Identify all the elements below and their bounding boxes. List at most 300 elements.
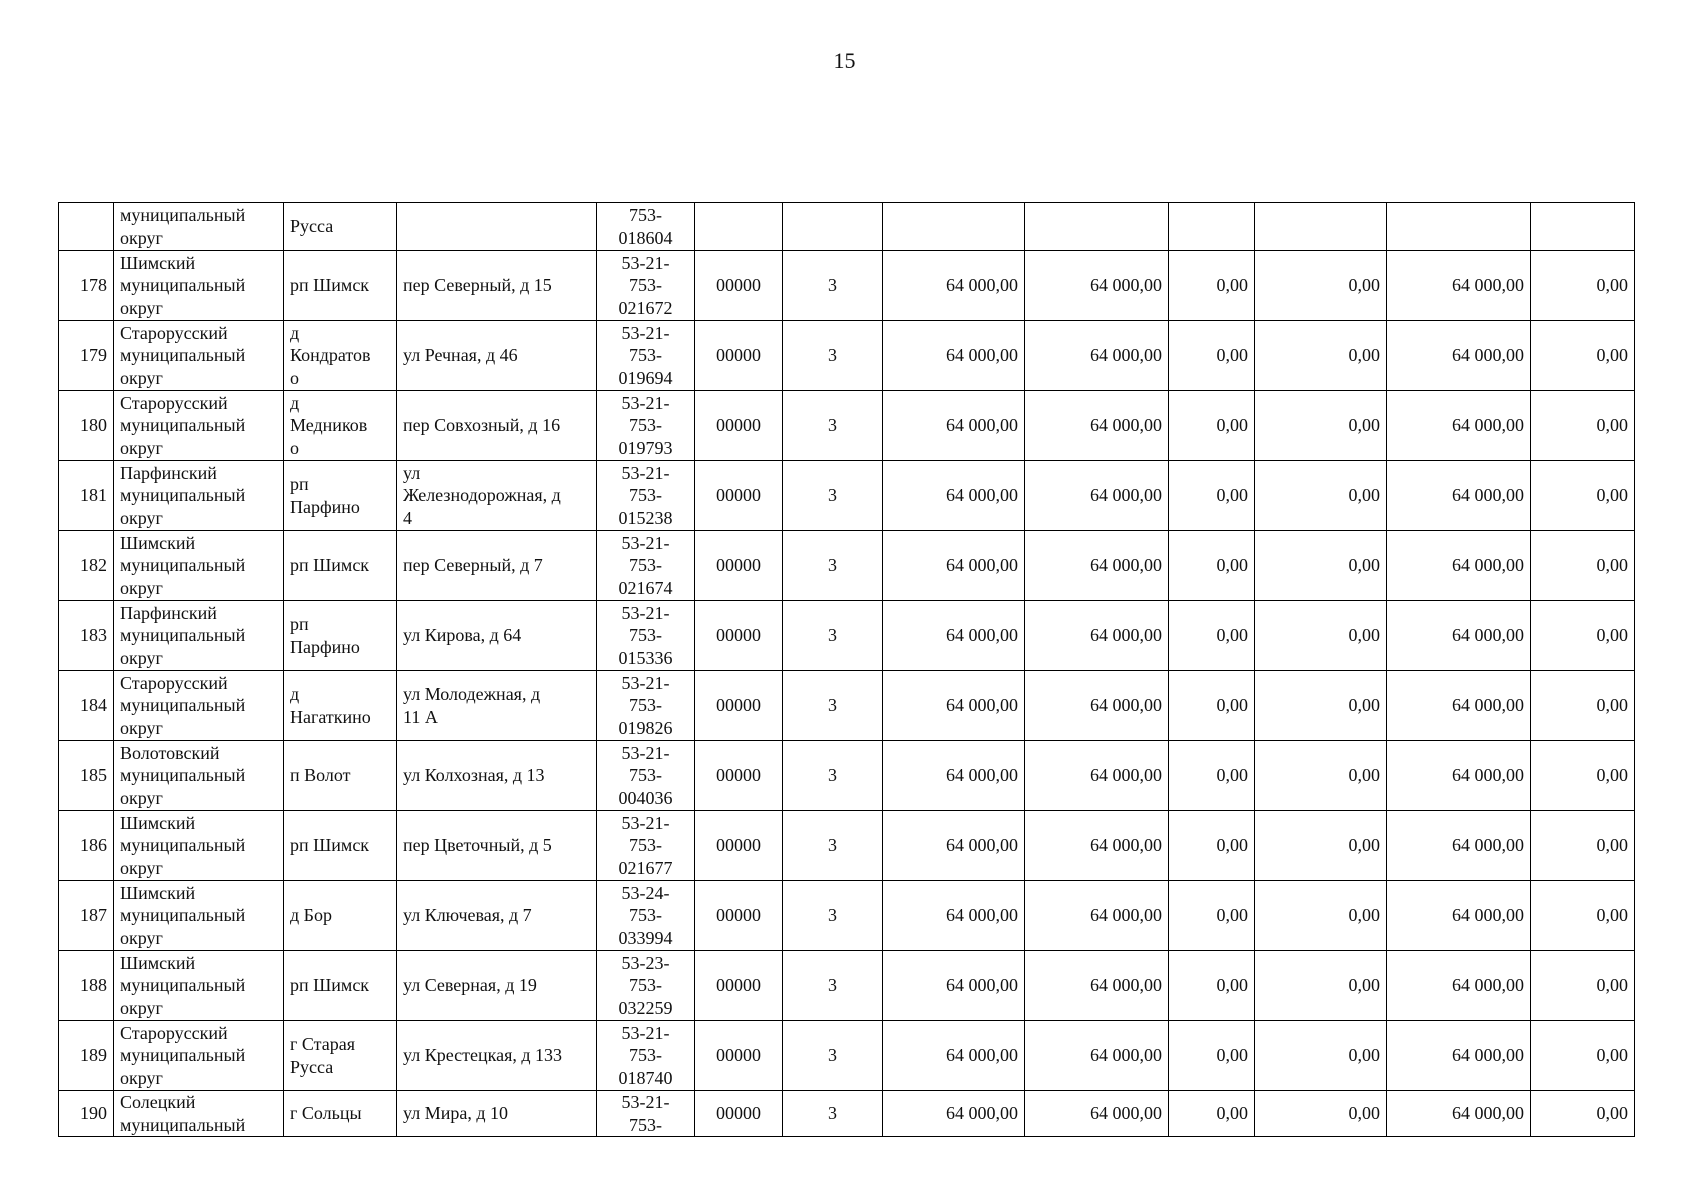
amount-cell bbox=[1025, 203, 1169, 251]
cadastral-code-cell-line: 53-21- bbox=[621, 1092, 670, 1112]
table-row bbox=[59, 811, 1635, 881]
district-cell-line: муниципальный bbox=[120, 555, 246, 576]
district-cell-line: Шимский bbox=[120, 812, 196, 833]
amount-cell: 64 000,00 bbox=[883, 1091, 1025, 1137]
locality-cell-line: Русса bbox=[290, 1056, 334, 1077]
district-cell-line: Солецкий bbox=[120, 1092, 196, 1112]
locality-cell-line: рп Шимск bbox=[290, 555, 370, 576]
locality-cell bbox=[284, 251, 397, 321]
amount-cell: 0,00 bbox=[1169, 251, 1255, 321]
table-row bbox=[59, 251, 1635, 321]
locality-cell bbox=[284, 951, 397, 1021]
cadastral-code-cell-line: 753- bbox=[629, 695, 662, 716]
locality-cell-line: Нагаткино bbox=[290, 706, 371, 727]
amount-cell: 64 000,00 bbox=[1387, 461, 1531, 531]
amount-cell: 0,00 bbox=[1255, 1021, 1387, 1091]
locality-cell bbox=[284, 1091, 397, 1137]
cadastral-code-cell-line: 015238 bbox=[618, 507, 673, 528]
district-cell-line: муниципальный bbox=[120, 625, 246, 646]
amount-cell: 64 000,00 bbox=[1387, 881, 1531, 951]
amount-cell: 0,00 bbox=[1531, 951, 1635, 1021]
amount-cell: 64 000,00 bbox=[1387, 251, 1531, 321]
cadastral-code-cell bbox=[597, 1091, 695, 1137]
amount-cell: 0,00 bbox=[1169, 531, 1255, 601]
district-cell-line: муниципальный bbox=[120, 345, 246, 366]
cadastral-code-cell-line: 53-21- bbox=[621, 742, 670, 763]
row-number-cell: 185 bbox=[59, 741, 114, 811]
row-number-cell: 184 bbox=[59, 671, 114, 741]
amount-cell: 64 000,00 bbox=[1387, 391, 1531, 461]
locality-cell bbox=[284, 671, 397, 741]
locality-cell-line: п Волот bbox=[290, 765, 351, 786]
category-cell: 3 bbox=[783, 321, 883, 391]
district-cell-line: муниципальный bbox=[120, 275, 246, 296]
cadastral-code-cell-line: 53-21- bbox=[621, 462, 670, 483]
district-cell bbox=[114, 1021, 284, 1091]
table-row bbox=[59, 1021, 1635, 1091]
cadastral-code-cell-line: 53-21- bbox=[621, 322, 670, 343]
amount-cell: 0,00 bbox=[1255, 601, 1387, 671]
amount-cell: 0,00 bbox=[1169, 811, 1255, 881]
street-cell bbox=[397, 811, 597, 881]
district-cell bbox=[114, 461, 284, 531]
locality-cell-line: рп bbox=[290, 474, 309, 494]
code-00000-cell: 00000 bbox=[695, 601, 783, 671]
locality-cell bbox=[284, 321, 397, 391]
district-cell-line: Парфинский bbox=[120, 602, 217, 623]
district-cell-line: округ bbox=[120, 367, 163, 388]
row-number-cell: 186 bbox=[59, 811, 114, 881]
amount-cell: 0,00 bbox=[1169, 671, 1255, 741]
category-cell: 3 bbox=[783, 671, 883, 741]
amount-cell: 0,00 bbox=[1169, 1091, 1255, 1137]
locality-cell-line: д Бор bbox=[290, 905, 332, 926]
row-number-cell: 181 bbox=[59, 461, 114, 531]
district-cell-line: Шимский bbox=[120, 882, 196, 903]
table-row bbox=[59, 601, 1635, 671]
cadastral-code-cell-line: 032259 bbox=[618, 997, 673, 1018]
table-row bbox=[59, 671, 1635, 741]
locality-cell-line: д bbox=[290, 392, 300, 413]
street-cell bbox=[397, 531, 597, 601]
cadastral-code-cell-line: 53-24- bbox=[621, 882, 670, 903]
row-number-cell: 180 bbox=[59, 391, 114, 461]
street-cell-line: ул Молодежная, д bbox=[403, 684, 541, 704]
code-00000-cell: 00000 bbox=[695, 671, 783, 741]
table-body bbox=[59, 203, 1635, 1137]
amount-cell: 64 000,00 bbox=[883, 1021, 1025, 1091]
cadastral-code-cell bbox=[597, 881, 695, 951]
district-cell-line: муниципальный bbox=[120, 765, 246, 786]
category-cell: 3 bbox=[783, 951, 883, 1021]
district-cell-line: муниципальный bbox=[120, 835, 246, 856]
category-cell: 3 bbox=[783, 531, 883, 601]
code-00000-cell: 00000 bbox=[695, 461, 783, 531]
amount-cell bbox=[1169, 203, 1255, 251]
cadastral-code-cell-line: 53-21- bbox=[621, 812, 670, 833]
amount-cell: 0,00 bbox=[1255, 881, 1387, 951]
locality-cell bbox=[284, 881, 397, 951]
cadastral-code-cell-line: 015336 bbox=[618, 647, 673, 668]
district-cell-line: Старорусский bbox=[120, 322, 228, 343]
district-cell bbox=[114, 1091, 284, 1137]
cadastral-code-cell bbox=[597, 461, 695, 531]
district-cell-line: муниципальный bbox=[120, 1045, 246, 1066]
cadastral-code-cell bbox=[597, 321, 695, 391]
amount-cell: 64 000,00 bbox=[1387, 741, 1531, 811]
table-row bbox=[59, 461, 1635, 531]
district-cell-line: муниципальный bbox=[120, 905, 246, 926]
street-cell-line: ул Ключевая, д 7 bbox=[403, 905, 532, 926]
table-row bbox=[59, 741, 1635, 811]
amount-cell: 0,00 bbox=[1531, 811, 1635, 881]
row-number-cell: 190 bbox=[59, 1091, 114, 1137]
amount-cell: 64 000,00 bbox=[1025, 671, 1169, 741]
amount-cell bbox=[1531, 203, 1635, 251]
locality-cell-line: рп Шимск bbox=[290, 835, 370, 856]
amount-cell: 64 000,00 bbox=[1025, 601, 1169, 671]
cadastral-code-cell-line: 53-21- bbox=[621, 392, 670, 413]
amount-cell: 0,00 bbox=[1255, 1091, 1387, 1137]
amount-cell: 0,00 bbox=[1255, 391, 1387, 461]
cadastral-code-cell-line: 021677 bbox=[618, 857, 673, 878]
cadastral-code-cell-line: 019694 bbox=[618, 367, 673, 388]
district-cell-line: округ bbox=[120, 787, 163, 808]
amount-cell: 64 000,00 bbox=[1387, 1021, 1531, 1091]
table-row bbox=[59, 881, 1635, 951]
locality-cell-line: г Старая bbox=[290, 1034, 355, 1054]
amount-cell: 0,00 bbox=[1169, 951, 1255, 1021]
amount-cell bbox=[1255, 203, 1387, 251]
row-number-cell: 187 bbox=[59, 881, 114, 951]
amount-cell: 0,00 bbox=[1531, 531, 1635, 601]
cadastral-code-cell-line: 753- bbox=[629, 625, 662, 646]
street-cell bbox=[397, 951, 597, 1021]
code-00000-cell: 00000 bbox=[695, 321, 783, 391]
cadastral-code-cell-line: 753- bbox=[629, 975, 662, 996]
amount-cell: 0,00 bbox=[1531, 391, 1635, 461]
locality-cell-line: д bbox=[290, 322, 300, 343]
cadastral-code-cell-line: 53-21- bbox=[621, 672, 670, 693]
amount-cell: 64 000,00 bbox=[883, 811, 1025, 881]
locality-cell bbox=[284, 741, 397, 811]
locality-cell-line: г Сольцы bbox=[290, 1103, 362, 1124]
amount-cell: 64 000,00 bbox=[1387, 1091, 1531, 1137]
amount-cell bbox=[1387, 203, 1531, 251]
street-cell bbox=[397, 1021, 597, 1091]
housing-register-table bbox=[58, 202, 1635, 1137]
amount-cell: 64 000,00 bbox=[1025, 951, 1169, 1021]
street-cell bbox=[397, 741, 597, 811]
cadastral-code-cell-line: 753- bbox=[629, 835, 662, 856]
cadastral-code-cell bbox=[597, 671, 695, 741]
locality-cell bbox=[284, 391, 397, 461]
code-00000-cell: 00000 bbox=[695, 251, 783, 321]
amount-cell: 64 000,00 bbox=[1025, 741, 1169, 811]
locality-cell-line: д bbox=[290, 684, 300, 704]
amount-cell: 0,00 bbox=[1531, 461, 1635, 531]
street-cell-line: 4 bbox=[403, 507, 412, 528]
district-cell-line: муниципальный bbox=[120, 485, 246, 506]
street-cell-line: ул Крестецкая, д 133 bbox=[403, 1045, 563, 1066]
amount-cell: 64 000,00 bbox=[1025, 391, 1169, 461]
amount-cell: 0,00 bbox=[1255, 251, 1387, 321]
amount-cell: 0,00 bbox=[1255, 531, 1387, 601]
category-cell: 3 bbox=[783, 391, 883, 461]
cadastral-code-cell bbox=[597, 391, 695, 461]
table-row bbox=[59, 951, 1635, 1021]
amount-cell: 0,00 bbox=[1255, 321, 1387, 391]
street-cell-line: пер Цветочный, д 5 bbox=[403, 835, 552, 856]
district-cell bbox=[114, 321, 284, 391]
district-cell-line: Шимский bbox=[120, 532, 196, 553]
cadastral-code-cell-line: 018740 bbox=[618, 1067, 673, 1088]
cadastral-code-cell-line: 53-21- bbox=[621, 602, 670, 623]
cadastral-code-cell-line: 753- bbox=[629, 485, 662, 506]
locality-cell-line: рп Шимск bbox=[290, 275, 370, 296]
cadastral-code-cell-line: 53-21- bbox=[621, 252, 670, 273]
street-cell bbox=[397, 391, 597, 461]
street-cell-line: пер Совхозный, д 16 bbox=[403, 415, 561, 436]
district-cell-line: муниципальный bbox=[120, 975, 246, 996]
amount-cell: 64 000,00 bbox=[883, 461, 1025, 531]
district-cell bbox=[114, 881, 284, 951]
street-cell bbox=[397, 671, 597, 741]
amount-cell: 0,00 bbox=[1531, 601, 1635, 671]
amount-cell: 0,00 bbox=[1531, 251, 1635, 321]
district-cell-line: округ bbox=[120, 717, 163, 738]
district-cell-line: Парфинский bbox=[120, 462, 217, 483]
district-cell-line: округ bbox=[120, 927, 163, 948]
code-00000-cell: 00000 bbox=[695, 531, 783, 601]
amount-cell: 64 000,00 bbox=[883, 391, 1025, 461]
street-cell-line: ул Речная, д 46 bbox=[403, 345, 518, 366]
cadastral-code-cell-line: 019793 bbox=[618, 437, 673, 458]
locality-cell bbox=[284, 811, 397, 881]
district-cell-line: муниципальный bbox=[120, 1114, 246, 1135]
street-cell-line: 11 А bbox=[403, 706, 438, 727]
amount-cell: 0,00 bbox=[1531, 1091, 1635, 1137]
code-00000-cell: 00000 bbox=[695, 1021, 783, 1091]
category-cell: 3 bbox=[783, 251, 883, 321]
amount-cell: 64 000,00 bbox=[883, 601, 1025, 671]
cadastral-code-cell bbox=[597, 1021, 695, 1091]
street-cell-line: ул Мира, д 10 bbox=[403, 1103, 508, 1124]
cadastral-code-cell-line: 021674 bbox=[618, 577, 673, 598]
cadastral-code-cell-line: 004036 bbox=[618, 787, 673, 808]
district-cell-line: Старорусский bbox=[120, 392, 228, 413]
district-cell-line: округ bbox=[120, 507, 163, 528]
cadastral-code-cell-line: 53-21- bbox=[621, 1022, 670, 1043]
locality-cell-line: Кондратов bbox=[290, 345, 371, 366]
street-cell-line: ул bbox=[403, 462, 421, 483]
amount-cell: 64 000,00 bbox=[1387, 671, 1531, 741]
district-cell-line: округ bbox=[120, 297, 163, 318]
district-cell-line: Старорусский bbox=[120, 1022, 228, 1043]
row-number-cell: 178 bbox=[59, 251, 114, 321]
district-cell bbox=[114, 811, 284, 881]
cadastral-code-cell-line: 753- bbox=[629, 1114, 662, 1135]
street-cell bbox=[397, 601, 597, 671]
table-row bbox=[59, 203, 1635, 251]
cadastral-code-cell bbox=[597, 951, 695, 1021]
district-cell-line: округ bbox=[120, 227, 163, 248]
district-cell-line: Шимский bbox=[120, 952, 196, 973]
code-00000-cell: 00000 bbox=[695, 391, 783, 461]
street-cell bbox=[397, 321, 597, 391]
locality-cell-line: Парфино bbox=[290, 496, 360, 517]
code-00000-cell: 00000 bbox=[695, 881, 783, 951]
cadastral-code-cell-line: 753- bbox=[629, 345, 662, 366]
amount-cell: 0,00 bbox=[1531, 1021, 1635, 1091]
code-00000-cell: 00000 bbox=[695, 811, 783, 881]
cadastral-code-cell-line: 018604 bbox=[618, 227, 673, 248]
street-cell-line: пер Северный, д 15 bbox=[403, 275, 552, 296]
district-cell-line: Шимский bbox=[120, 252, 196, 273]
amount-cell: 64 000,00 bbox=[1387, 531, 1531, 601]
category-cell: 3 bbox=[783, 811, 883, 881]
cadastral-code-cell bbox=[597, 811, 695, 881]
amount-cell: 64 000,00 bbox=[1387, 951, 1531, 1021]
cadastral-code-cell-line: 021672 bbox=[618, 297, 673, 318]
street-cell bbox=[397, 461, 597, 531]
district-cell bbox=[114, 251, 284, 321]
amount-cell: 0,00 bbox=[1169, 741, 1255, 811]
street-cell bbox=[397, 251, 597, 321]
row-number-cell: 189 bbox=[59, 1021, 114, 1091]
category-cell: 3 bbox=[783, 741, 883, 811]
amount-cell: 64 000,00 bbox=[883, 321, 1025, 391]
amount-cell: 0,00 bbox=[1169, 881, 1255, 951]
district-cell-line: Старорусский bbox=[120, 672, 228, 693]
locality-cell-line: Парфино bbox=[290, 636, 360, 657]
amount-cell: 0,00 bbox=[1169, 1021, 1255, 1091]
row-number-cell: 183 bbox=[59, 601, 114, 671]
table-row bbox=[59, 391, 1635, 461]
district-cell bbox=[114, 601, 284, 671]
street-cell-line: ул Северная, д 19 bbox=[403, 975, 537, 996]
amount-cell: 64 000,00 bbox=[883, 881, 1025, 951]
amount-cell: 0,00 bbox=[1255, 741, 1387, 811]
district-cell-line: муниципальный bbox=[120, 415, 246, 436]
code-00000-cell bbox=[695, 203, 783, 251]
locality-cell-line: Медников bbox=[290, 415, 368, 436]
amount-cell: 64 000,00 bbox=[1387, 321, 1531, 391]
street-cell bbox=[397, 881, 597, 951]
district-cell-line: округ bbox=[120, 437, 163, 458]
district-cell-line: округ bbox=[120, 577, 163, 598]
amount-cell: 64 000,00 bbox=[1025, 811, 1169, 881]
locality-cell bbox=[284, 601, 397, 671]
district-cell bbox=[114, 671, 284, 741]
category-cell bbox=[783, 203, 883, 251]
street-cell bbox=[397, 203, 597, 251]
district-cell-line: округ bbox=[120, 647, 163, 668]
amount-cell: 64 000,00 bbox=[1025, 531, 1169, 601]
amount-cell: 64 000,00 bbox=[1025, 1091, 1169, 1137]
category-cell: 3 bbox=[783, 461, 883, 531]
cadastral-code-cell-line: 53-23- bbox=[621, 952, 670, 973]
amount-cell: 64 000,00 bbox=[883, 951, 1025, 1021]
district-cell-line: округ bbox=[120, 997, 163, 1018]
amount-cell: 64 000,00 bbox=[1387, 811, 1531, 881]
amount-cell: 64 000,00 bbox=[1025, 1021, 1169, 1091]
table-row bbox=[59, 1091, 1635, 1137]
cadastral-code-cell-line: 753- bbox=[629, 205, 662, 225]
cadastral-code-cell-line: 753- bbox=[629, 555, 662, 576]
street-cell-line: Железнодорожная, д bbox=[403, 485, 561, 506]
locality-cell-line: Русса bbox=[290, 216, 334, 237]
district-cell-line: Волотовский bbox=[120, 742, 220, 763]
locality-cell-line: рп Шимск bbox=[290, 975, 370, 996]
amount-cell: 64 000,00 bbox=[883, 531, 1025, 601]
row-number-cell bbox=[59, 203, 114, 251]
cadastral-code-cell-line: 033994 bbox=[618, 927, 673, 948]
locality-cell bbox=[284, 203, 397, 251]
amount-cell: 0,00 bbox=[1255, 951, 1387, 1021]
locality-cell-line: рп bbox=[290, 614, 309, 634]
cadastral-code-cell bbox=[597, 741, 695, 811]
category-cell: 3 bbox=[783, 881, 883, 951]
district-cell-line: округ bbox=[120, 857, 163, 878]
code-00000-cell: 00000 bbox=[695, 741, 783, 811]
code-00000-cell: 00000 bbox=[695, 951, 783, 1021]
cadastral-code-cell-line: 753- bbox=[629, 765, 662, 786]
cadastral-code-cell bbox=[597, 601, 695, 671]
category-cell: 3 bbox=[783, 1091, 883, 1137]
cadastral-code-cell bbox=[597, 531, 695, 601]
amount-cell bbox=[883, 203, 1025, 251]
amount-cell: 0,00 bbox=[1169, 601, 1255, 671]
locality-cell bbox=[284, 461, 397, 531]
table-row bbox=[59, 321, 1635, 391]
cadastral-code-cell-line: 753- bbox=[629, 275, 662, 296]
amount-cell: 0,00 bbox=[1531, 671, 1635, 741]
locality-cell-line: о bbox=[290, 437, 299, 458]
cadastral-code-cell bbox=[597, 251, 695, 321]
amount-cell: 0,00 bbox=[1169, 391, 1255, 461]
category-cell: 3 bbox=[783, 601, 883, 671]
amount-cell: 64 000,00 bbox=[1025, 251, 1169, 321]
cadastral-code-cell-line: 019826 bbox=[618, 717, 673, 738]
row-number-cell: 179 bbox=[59, 321, 114, 391]
amount-cell: 0,00 bbox=[1169, 321, 1255, 391]
amount-cell: 0,00 bbox=[1531, 321, 1635, 391]
amount-cell: 0,00 bbox=[1531, 881, 1635, 951]
row-number-cell: 188 bbox=[59, 951, 114, 1021]
page-number: 15 bbox=[833, 48, 856, 73]
street-cell bbox=[397, 1091, 597, 1137]
locality-cell bbox=[284, 531, 397, 601]
district-cell bbox=[114, 741, 284, 811]
district-cell bbox=[114, 951, 284, 1021]
cadastral-code-cell-line: 753- bbox=[629, 905, 662, 926]
row-number-cell: 182 bbox=[59, 531, 114, 601]
cadastral-code-cell-line: 753- bbox=[629, 415, 662, 436]
amount-cell: 0,00 bbox=[1255, 671, 1387, 741]
district-cell-line: округ bbox=[120, 1067, 163, 1088]
amount-cell: 64 000,00 bbox=[1025, 461, 1169, 531]
cadastral-code-cell-line: 53-21- bbox=[621, 532, 670, 553]
locality-cell bbox=[284, 1021, 397, 1091]
street-cell-line: пер Северный, д 7 bbox=[403, 555, 543, 576]
amount-cell: 64 000,00 bbox=[883, 251, 1025, 321]
street-cell-line: ул Колхозная, д 13 bbox=[403, 765, 545, 786]
locality-cell-line: о bbox=[290, 367, 299, 388]
category-cell: 3 bbox=[783, 1021, 883, 1091]
district-cell-line: муниципальный bbox=[120, 695, 246, 716]
code-00000-cell: 00000 bbox=[695, 1091, 783, 1137]
